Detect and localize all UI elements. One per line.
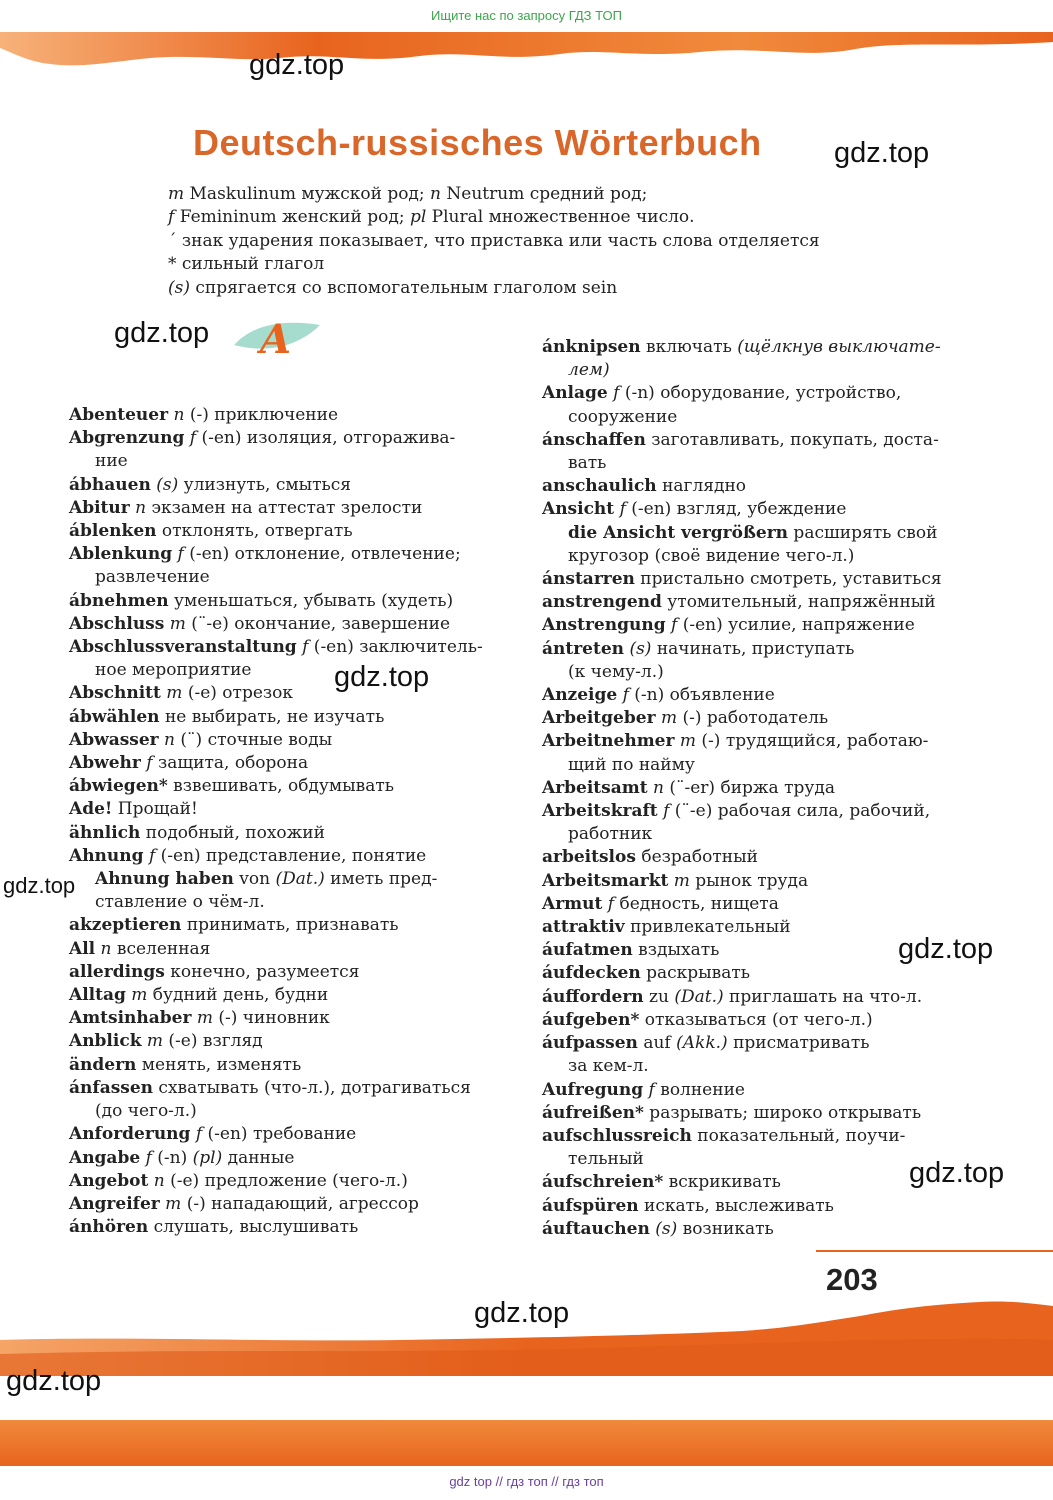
entry: Alltag m будний день, будни [69,985,329,1006]
entry: Abwasser n (¨) сточные воды [69,729,333,750]
entry: Ablenkung f (-en) отклонение, отвлечение; [69,544,461,565]
entry-continuation: развлечение [95,567,210,588]
entry: anstrengend утомительный, напряжённый [542,592,936,613]
entry-continuation: лем) [568,360,610,381]
watermark: gdz.top [3,873,76,898]
entry: Abschlussveranstaltung f (-en) заключитель- [69,637,483,658]
entry-continuation: кругозор (своё видение чего-л.) [568,545,855,566]
entry: áblenken отклонять, отвергать [69,521,353,542]
entry: Amtsinhaber m (-) чиновник [69,1008,330,1029]
entry-continuation: ние [95,451,128,472]
entry: Abenteuer n (-) приключение [69,405,339,425]
entry: ánstarren пристально смотреть, уставиться [542,569,942,590]
legend-line: (s) спрягается со вспомогательным глаголом sein [168,277,618,298]
watermark: gdz.top [6,1365,102,1397]
watermark: gdz.top [834,137,930,169]
bottom-decorative-swoosh [0,1296,1053,1376]
legend-line: ´ знак ударения показывает, что приставка или часть слова отделяется [168,230,820,251]
entry-continuation: работник [568,824,653,845]
entry: Anforderung f (-en) требование [69,1124,357,1145]
page-number-rule [816,1250,1053,1252]
entry: Anzeige f (-n) объявление [542,685,775,706]
entry: áufatmen вздыхать [542,940,720,961]
watermark: gdz.top [334,661,430,693]
sub-entry: Ahnung haben von (Dat.) иметь пред- [95,869,438,890]
entry: Arbeitsmarkt m рынок труда [542,870,809,891]
entry: Abitur n экзамен на аттестат зрелости [69,497,423,518]
entry: anschaulich наглядно [542,476,747,497]
entry-continuation: щий по найму [568,754,695,775]
entry: áuftauchen (s) возникать [542,1218,774,1239]
entry: Angreifer m (-) нападающий, агрессор [69,1193,419,1214]
entry: Armut f бедность, нищета [542,893,779,914]
left-column [69,404,483,1239]
bottom-site-links[interactable]: gdz top // гдз топ // гдз топ [449,1474,604,1489]
entry: áufdecken раскрывать [542,963,751,984]
legend-line: m Maskulinum мужской род; n Neutrum средний род; [168,184,648,204]
entry: áufgeben* отказываться (от чего-л.) [542,1009,873,1030]
entry: ábwiegen* взвешивать, обдумывать [69,776,395,797]
entry-continuation: ное мероприятие [95,660,252,681]
entry: Ade! Прощай! [69,799,198,820]
entry-continuation: (к чему-л.) [568,661,664,682]
entry: Anblick m (-e) взгляд [69,1031,263,1052]
entry: Arbeitsamt n (¨-er) биржа труда [542,777,835,798]
watermark: gdz.top [249,49,345,81]
entry: ánknipsen включать (щёлкнув выключате- [542,337,941,357]
entry: áufreißen* разрывать; широко открывать [542,1102,922,1123]
watermark: gdz.top [898,933,994,965]
entry: áuffordern zu (Dat.) приглашать на что-л. [542,986,923,1007]
entry-continuation: сооружение [568,406,678,427]
section-letter-badge [232,315,322,363]
watermark: gdz.top [474,1297,570,1329]
entry: allerdings конечно, разумеется [69,961,360,982]
entry: ántreten (s) начинать, приступать [542,638,855,659]
entry: ánschaffen заготавливать, покупать, доста- [542,429,939,450]
legend-line: f Femininum женский род; pl Plural множественное число. [168,207,695,228]
entry-continuation: тельный [568,1149,644,1170]
entry: ábnehmen уменьшаться, убывать (худеть) [69,590,454,611]
bottom-orange-band [0,1420,1053,1466]
entry: All n вселенная [69,938,211,959]
entry: áufschreien* вскрикивать [542,1172,781,1193]
entry: Arbeitnehmer m (-) трудящийся, работаю- [542,731,929,752]
entry-continuation: (до чего-л.) [95,1101,197,1122]
abbreviation-legend [168,183,820,300]
right-column [542,336,942,1241]
entry: Arbeitskraft f (¨-e) рабочая сила, рабочий, [542,801,931,822]
top-site-banner[interactable]: Ищите нас по запросу ГДЗ ТОП [431,8,622,23]
entry: ánhören слушать, выслушивать [69,1217,359,1238]
entry: Aufregung f волнение [542,1079,745,1100]
watermark: gdz.top [114,317,210,349]
entry: Abschnitt m (-e) отрезок [69,683,294,704]
entry: akzeptieren принимать, признавать [69,915,399,936]
entry: áufspüren искать, выслеживать [542,1195,834,1216]
watermark: gdz.top [909,1157,1005,1189]
entry: ánfassen схватывать (что-л.), дотрагиваться [69,1077,471,1098]
entry: Angebot n (-e) предложение (чего-л.) [69,1170,408,1191]
page-title: Deutsch-russisches Wörterbuch [193,122,762,163]
entry: aufschlussreich показательный, поучи- [542,1125,906,1146]
legend-line: * сильный глагол [168,254,325,275]
entry: ähnlich подобный, похожий [69,822,325,843]
entry: ändern менять, изменять [69,1054,302,1075]
entry: Ahnung f (-en) представление, понятие [69,845,427,866]
entry: ábhauen (s) улизнуть, смыться [69,474,352,495]
entry: arbeitslos безработный [542,847,758,868]
entry: Abschluss m (¨-e) окончание, завершение [69,613,451,634]
entry: Anlage f (-n) оборудование, устройство, [542,383,902,404]
sub-entry: die Ansicht vergrößern расширять свой [568,522,938,543]
entry: attraktiv привлекательный [542,917,791,938]
entry: Ansicht f (-en) взгляд, убеждение [542,499,847,520]
entry: Arbeitgeber m (-) работодатель [542,708,829,729]
entry-continuation: вать [568,453,607,474]
top-decorative-swoosh [0,28,1053,78]
entry: Abwehr f защита, оборона [69,753,309,774]
entry: Abgrenzung f (-en) изоляция, отгоражива- [69,428,456,449]
page-number: 203 [826,1262,878,1297]
entry: Anstrengung f (-en) усилие, напряжение [542,615,915,636]
entry: áufpassen auf (Akk.) присматривать [542,1033,870,1054]
section-letter: A [260,316,292,363]
entry: Angabe f (-n) (pl) данные [69,1147,295,1168]
entry-continuation: ставление о чём-л. [95,892,265,913]
entry: ábwählen не выбирать, не изучать [69,706,385,727]
entry-continuation: за кем-л. [568,1056,649,1077]
